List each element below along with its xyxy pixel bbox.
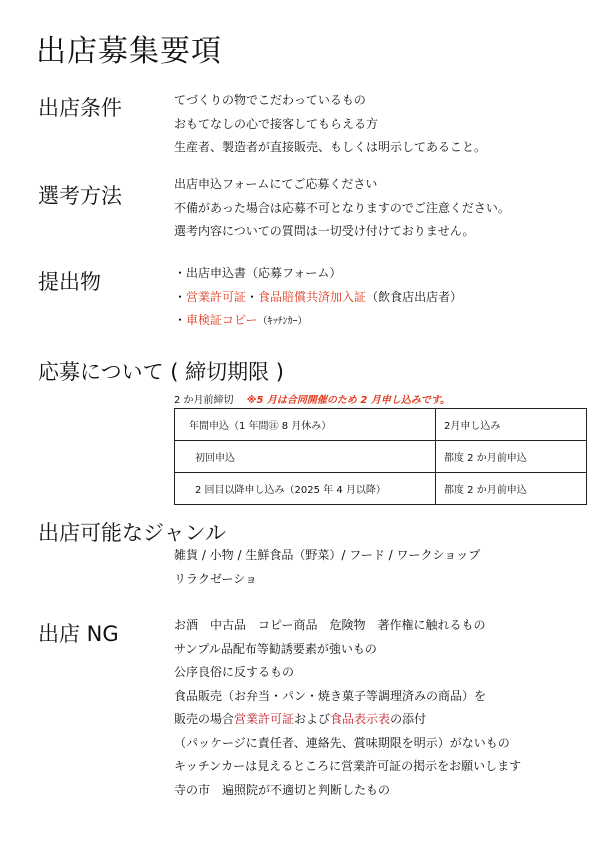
ng-text: 販売の場合 — [174, 712, 235, 726]
table-cell: 都度 2 か月前申込 — [436, 441, 587, 473]
business-permit-text: 営業許可証 — [234, 712, 295, 726]
submission-item — [174, 286, 462, 310]
page-title: 出店募集要項 — [36, 34, 222, 69]
selection-line: 出店申込フォームにてご応募ください — [174, 177, 378, 191]
genre-line: リラクゼーショ — [174, 571, 258, 586]
bullet: ・ — [174, 289, 187, 304]
bullet: ・ — [174, 313, 187, 327]
submissions-heading: 提出物 — [38, 270, 101, 294]
submission-item — [174, 309, 462, 333]
deadline-note — [174, 391, 450, 406]
conditions-line: 生産者、製造者が直接販売、もしくは明示してあること。 — [174, 140, 487, 154]
genre-line: 雑貨 / 小物 / 生鮮食品（野菜）/ フード / ワークショップ — [174, 548, 481, 562]
food-insurance-text: 食品賠償共済加入証 — [258, 289, 367, 304]
genres-list — [174, 544, 480, 591]
application-heading: 応募について ( 締切期限 ) — [38, 360, 284, 384]
schedule-table — [174, 408, 587, 505]
table-cell: 都度 2 か月前申込 — [436, 473, 587, 505]
table-cell: 初回申込 — [175, 441, 436, 473]
table-row — [175, 409, 587, 441]
ng-line: 食品販売（お弁当・パン・焼き菓子等調理済みの商品）を — [174, 688, 487, 703]
vehicle-inspection-text: 車検証コピー — [186, 313, 258, 327]
genres-heading: 出店可能なジャンル — [38, 521, 227, 545]
submission-note: （ｷｯﾁﾝｶｰ） — [257, 316, 308, 327]
conditions-heading: 出店条件 — [38, 96, 122, 120]
ng-line — [174, 708, 521, 732]
table-row — [175, 441, 587, 473]
ng-line: サンプル品配布等勧誘要素が強いもの — [174, 641, 377, 656]
submission-item: ・出店申込書（応募フォーム） — [174, 266, 342, 280]
selection-heading: 選考方法 — [38, 184, 122, 208]
conditions-list — [174, 89, 486, 160]
food-label-text: 食品表示表 — [330, 712, 391, 726]
ng-list — [174, 614, 521, 802]
selection-line: 不備があった場合は応募不可となりますのでご注意ください。 — [174, 200, 510, 215]
ng-text: の添付 — [390, 712, 427, 726]
table-cell: 2 回目以降申し込み（2025 年 4 月以降） — [175, 473, 436, 505]
selection-line: 選考内容についての質問は一切受け付けておりません。 — [174, 224, 475, 238]
deadline-warning: ※5 月は合同開催のため 2 月申し込みです。 — [246, 395, 451, 406]
deadline-text: 2 か月前締切 — [174, 395, 234, 406]
ng-line: お酒 中古品 コピー商品 危険物 著作権に触れるもの — [174, 618, 486, 632]
conditions-line: おもてなしの心で接客してもらえる方 — [174, 116, 379, 131]
business-permit-text: 営業許可証 — [186, 289, 247, 304]
ng-line: キッチンカーは見えるところに営業許可証の掲示をお願いします — [174, 759, 522, 773]
ng-line: （パッケージに責任者、連絡先、賞味期限を明示）がないもの — [174, 735, 510, 750]
table-cell: 年間申込（1 年間㊟ 8 月休み） — [175, 409, 436, 441]
selection-list — [174, 173, 510, 244]
ng-text: および — [294, 712, 331, 726]
submission-note: （飲食店出店者） — [366, 289, 463, 304]
table-cell: 2月申し込み — [436, 409, 587, 441]
conditions-line: てづくりの物でこだわっているもの — [174, 93, 366, 107]
ng-line: 寺の市 遍照院が不適切と判断したもの — [174, 782, 391, 797]
table-row — [175, 473, 587, 505]
separator: ・ — [246, 289, 259, 304]
ng-line: 公序良俗に反するもの — [174, 665, 295, 679]
ng-heading: 出店 NG — [38, 622, 119, 646]
submissions-list — [174, 262, 462, 333]
